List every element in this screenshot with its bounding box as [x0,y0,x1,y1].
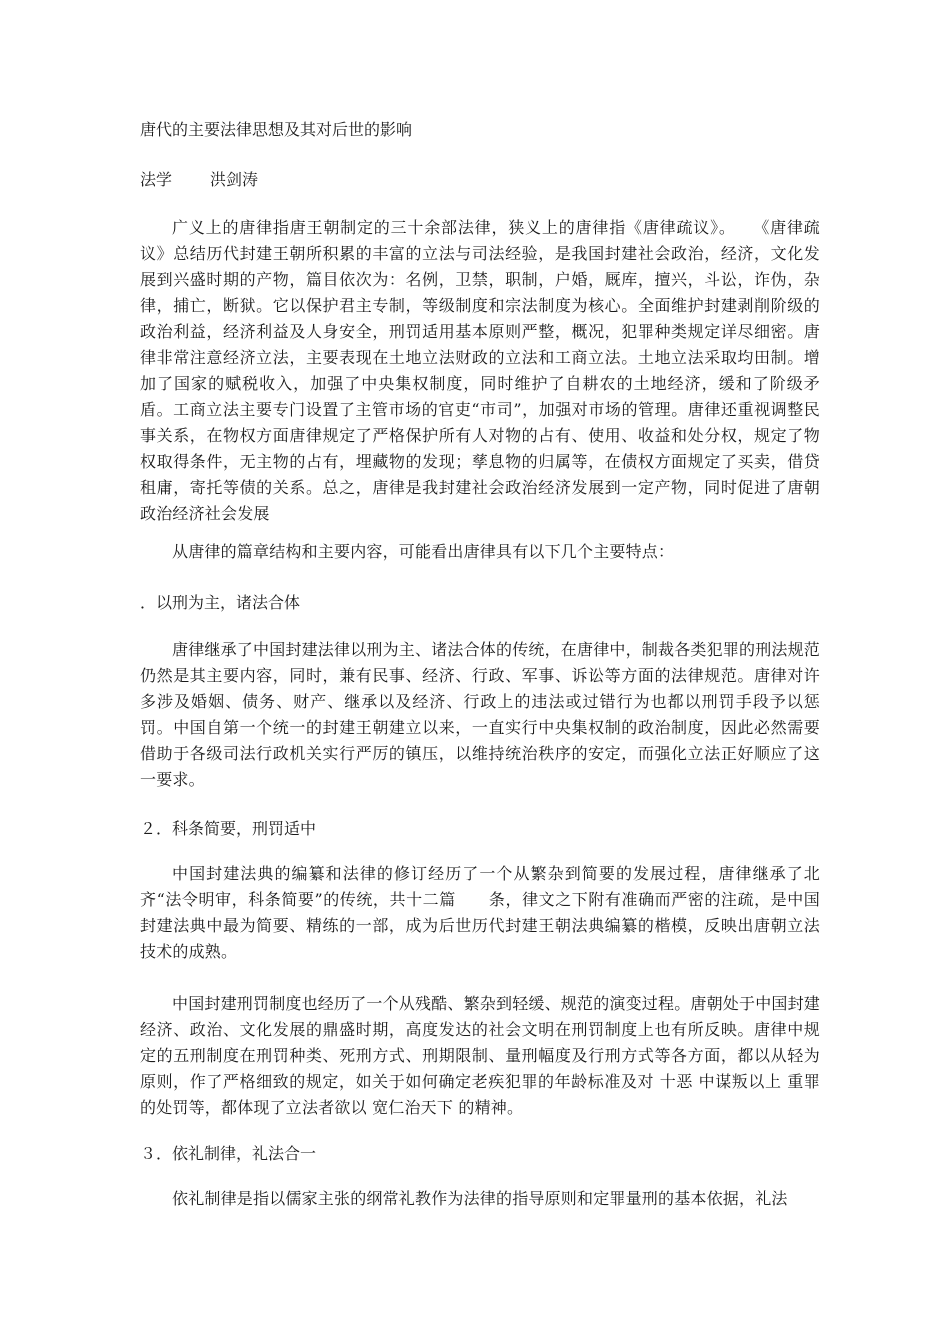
paragraph-intro: 广义上的唐律指唐王朝制定的三十余部法律，狭义上的唐律指《唐律疏议》。 《唐律疏议》总结历代封建王朝所积累的丰富的立法与司法经验，是我国封建社会政治，经济，文化发展到兴盛时期的产物，篇目依次为：名例，卫禁，职制，户婚，厩库，擅兴，斗讼，诈伪，杂律，捕亡，断狱。它以保护君主专制，等级制度和宗法制度为核心。全面维护封建剥削阶级的政治利益，经济利益及人身安全，刑罚适用基本原则严整，概况，犯罪种类规定详尽细密。唐律非常注意经济立法，主要表现在土地立法财政的立法和工商立法。土地立法采取均田制。增加了国家的赋税收入，加强了中央集权制度，同时维护了自耕农的土地经济，缓和了阶级矛盾。工商立法主要专门设置了主管市场的官吏“市司”，加强对市场的管理。唐律还重视调整民事关系，在物权方面唐律规定了严格保护所有人对物的占有、使用、收益和处分权，规定了物权取得条件，无主物的占有，埋藏物的发现；孳息物的归属等，在债权方面规定了买卖，借贷租庸，寄托等债的关系。总之，唐律是我封建社会政治经济发展到一定产物，同时促进了唐朝政治经济社会发展 [140,218,820,523]
heading-feature-2: ２．科条简要，刑罚适中 [140,819,317,838]
document-title: 唐代的主要法律思想及其对后世的影响 [140,120,413,139]
byline [140,167,258,193]
byline-author: 洪剑涛 [210,170,259,189]
paragraph-feature-2b: 中国封建刑罚制度也经历了一个从残酷、繁杂到轻缓、规范的演变过程。唐朝处于中国封建经济、政治、文化发展的鼎盛时期，高度发达的社会文明在刑罚制度上也有所反映。唐律中规定的五刑制度在刑罚种类、死刑方式、刑期限制、量刑幅度及行刑方式等各方面，都以从轻为原则，作了严格细致的规定，如关于如何确定老疾犯罪的年龄标准及对 十恶 中谋叛以上 重罪的处罚等，都体现了立法者欲以 宽仁治天下 的精神。 [140,994,821,1117]
paragraph-feature-3: 依礼制律是指以儒家主张的纲常礼教作为法律的指导原则和定罪量刑的基本依据，礼法 [172,1189,788,1208]
paragraph-features-intro: 从唐律的篇章结构和主要内容，可能看出唐律具有以下几个主要特点： [172,542,675,561]
paragraph-feature-2a: 中国封建法典的编纂和法律的修订经历了一个从繁杂到简要的发展过程，唐律继承了北齐“法令明审，科条简要”的传统，共十二篇 条，律文之下附有准确而严密的注疏，是中国封建法典中最为简要、精练的一部，成为后世历代封建王朝法典编纂的楷模，反映出唐朝立法技术的成熟。 [140,864,820,961]
heading-feature-3: ３．依礼制律，礼法合一 [140,1144,317,1163]
paragraph-feature-1: 唐律继承了中国封建法律以刑为主、诸法合体的传统，在唐律中，制裁各类犯罪的刑法规范仍然是其主要内容，同时，兼有民事、经济、行政、军事、诉讼等方面的法律规范。唐律对许多涉及婚姻、债务、财产、继承以及经济、行政上的违法或过错行为也都以刑罚手段予以惩罚。中国自第一个统一的封建王朝建立以来，一直实行中央集权制的政治制度，因此必然需要借助于各级司法行政机关实行严厉的镇压，以维持统治秩序的安定，而强化立法正好顺应了这一要求。 [140,640,821,789]
byline-major: 法学 [140,170,173,189]
heading-feature-1: ．以刑为主，诸法合体 [140,593,301,612]
